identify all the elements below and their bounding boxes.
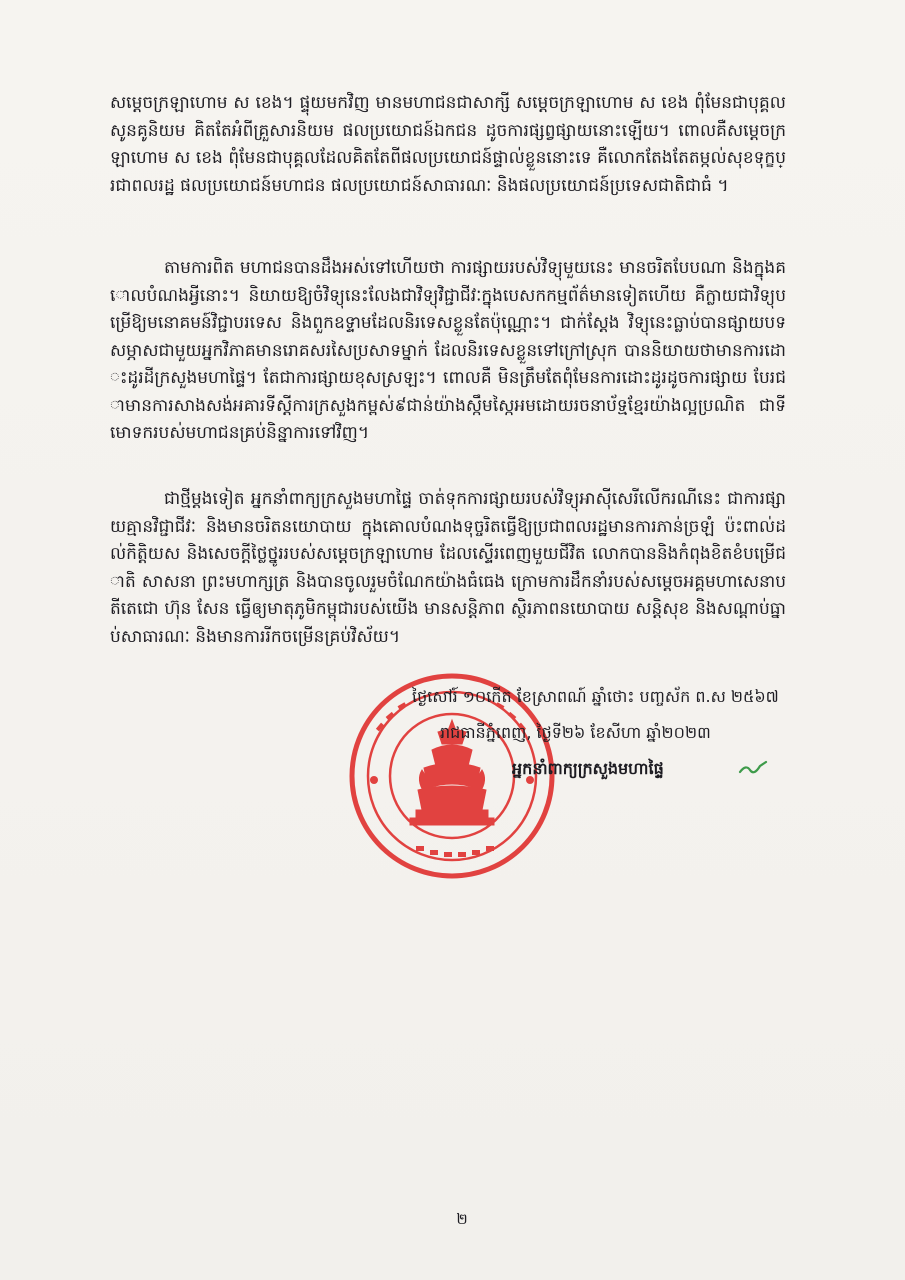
- signatory-title: អ្នកនាំពាក្យក្រសួងមហាផ្ទៃ: [512, 759, 664, 778]
- lunar-date: ថ្ងៃសៅរ៍ ១០កើត ខែស្រាពណ៍ ឆ្នាំថោះ បញ្ចស័ក ព.ស ២៥៦៧: [412, 687, 779, 706]
- place-and-date: រាជធានីភ្នំពេញ, ថ្ងៃទី២៦ ខែសីហា ឆ្នាំ២០២៣: [440, 723, 711, 742]
- body-paragraph-2: តាមការពិត មហាជនបានដឹងអស់ទៅហើយថា ការផ្សាយរបស់វិទ្យុមួយនេះ មានចរិតបែបណា និងក្នុងគោលបំណងអ្វីនោះ។ និយាយឱ្យចំវិទ្យុនេះលែងជាវិទ្យុវិជ្ជាជីវៈក្នុងបេសកកម្មព័ត៌មានទៀតហើយ គឺក្លាយជាវិទ្យុបម្រើឱ្យមនោគមន៍វិជ្ជាបរទេស និងពួកឧទ្ទាមដែលនិរទេសខ្លួនតែប៉ុណ្ណោះ។ ជាក់ស្តែង វិទ្យុនេះធ្លាប់បានផ្សាយបទសម្ភាសជាមួយអ្នកវិភាគមានរោគសរសៃប្រសាទម្នាក់ ដែលនិរទេសខ្លួនទៅក្រៅស្រុក បាននិយាយថាមានការដោះដូរដីក្រសួងមហាផ្ទៃ។ តែជាការផ្សាយខុសស្រឡះ។ ពោលគឺ មិនត្រឹមតែពុំមែនការដោះដូរដូចការផ្សាយ បែរជាមានការសាងសង់អគារទីស្តីការក្រសួងកម្ពស់៩ជាន់យ៉ាងស្កឹមស្កៃអមដោយរចនាប័ទ្មខ្មែរយ៉ាងល្អប្រណិត ជាទីមោទករបស់មហាជនគ្រប់និន្នាការទៅវិញ។: [110, 258, 786, 443]
- page-number: ២: [456, 1210, 468, 1228]
- body-paragraph-1: សម្តេចក្រឡាហោម ស ខេង។ ផ្ទុយមកវិញ មានមហាជនជាសាក្សី សម្តេចក្រឡាហោម ស ខេង ពុំមែនជាបុគ្គលសូនគូនិយម គិតតែអំពីគ្រួសារនិយម ផលប្រយោជន៍ឯកជន ដូចការផ្សព្វផ្សាយនោះឡើយ។ ពោលគឺសម្តេចក្រឡាហោម ស ខេង ពុំមែនជាបុគ្គលដែលគិតតែពីផលប្រយោជន៍ផ្ទាល់ខ្លួននោះទេ គឺលោកតែងតែតម្កល់សុខទុក្ខប្រជាពលរដ្ឋ ផលប្រយោជន៍មហាជន ផលប្រយោជន៍សាធារណៈ និងផលប្រយោជន៍ប្រទេសជាតិជាធំ ។: [110, 93, 786, 196]
- handwritten-signature: [738, 756, 768, 778]
- body-paragraph-3: ជាថ្មីម្តងទៀត អ្នកនាំពាក្យក្រសួងមហាផ្ទៃ ចាត់ទុកការផ្សាយរបស់វិទ្យុអាស៊ីសេរីលើករណីនេះ ជាការផ្សាយគ្មានវិជ្ជាជីវៈ និងមានចរិតនយោបាយ ក្នុងគោលបំណងទុច្ចរិតធ្វើឱ្យប្រជាពលរដ្ឋមានការភាន់ច្រឡំ ប៉ះពាល់ដល់កិត្តិយស និងសេចក្តីថ្លៃថ្នូររបស់សម្តេចក្រឡាហោម ដែលស្ទើរពេញមួយជីវិត លោកបាននិងកំពុងខិតខំបម្រើជាតិ សាសនា ព្រះមហាក្សត្រ និងបានចូលរួមចំណែកយ៉ាងធំធេង ក្រោមការដឹកនាំរបស់សម្តេចអគ្គមហាសេនាបតីតេជោ ហ៊ុន សែន ធ្វើឲ្យមាតុភូមិកម្ពុជារបស់យើង មានសន្តិភាព ស្ថិរភាពនយោបាយ សន្តិសុខ និងសណ្តាប់ធ្នាប់សាធារណៈ និងមានការរីកចម្រើនគ្រប់វិស័យ។: [110, 489, 786, 647]
